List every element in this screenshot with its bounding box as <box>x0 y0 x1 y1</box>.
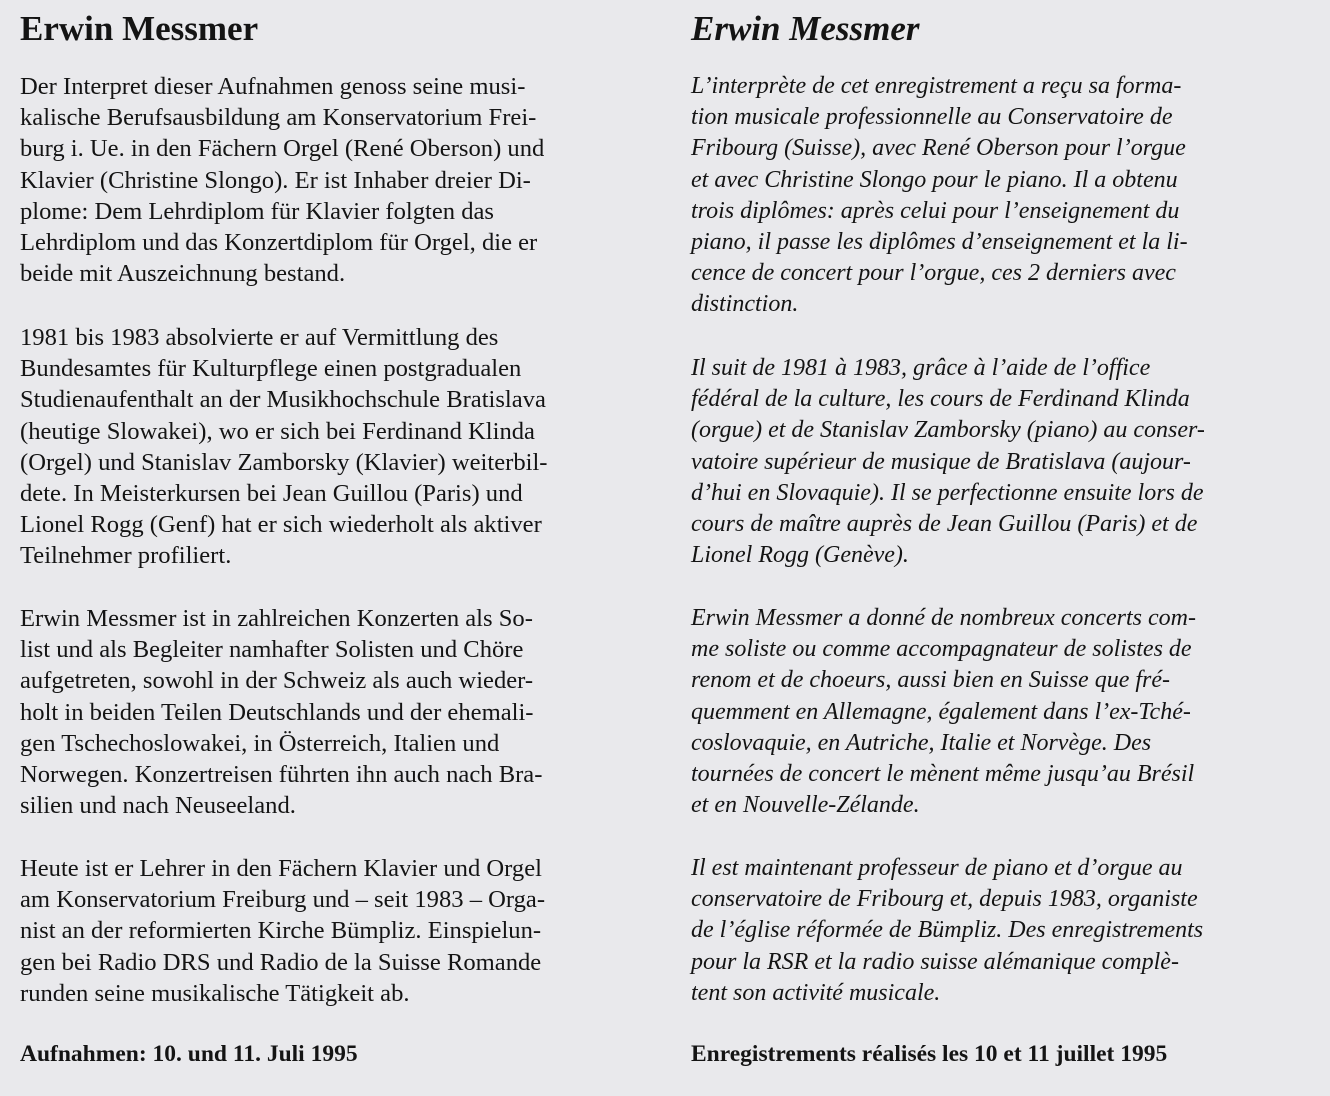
text-line: 1981 bis 1983 absolvierte er auf Vermittlung des <box>20 324 499 351</box>
text-line: cours de maître auprès de Jean Guillou (Paris) et de <box>691 511 1198 538</box>
text-line: tournées de concert le mènent même jusqu’au Brésil <box>691 761 1195 788</box>
text-line: L’interprète de cet enregistrement a reçu sa forma- <box>691 73 1182 99</box>
french-paragraph-1 <box>691 71 1188 321</box>
text-line: coslovaquie, en Autriche, Italie et Norvège. Des <box>691 729 1152 756</box>
text-line: et en Nouvelle-Zélande. <box>691 792 920 819</box>
text-line: de l’église réformée de Bümpliz. Des enregistrements <box>691 917 1204 944</box>
text-line: aufgetreten, sowohl in der Schweiz als auch wieder- <box>20 667 534 695</box>
text-line: quemment en Allemagne, également dans l’ex-Tché- <box>691 698 1191 725</box>
german-paragraph-3 <box>20 603 542 821</box>
german-recording-date: Aufnahmen: 10. und 11. Juli 1995 <box>20 1041 358 1067</box>
text-line: d’hui en Slovaquie). Il se perfectionne ensuite lors de <box>691 479 1204 506</box>
text-line: am Konservatorium Freiburg und – seit 1983 – Orga- <box>20 886 546 914</box>
french-recording-date: Enregistrements réalisés les 10 et 11 juillet 1995 <box>691 1041 1168 1067</box>
text-line: silien und nach Neuseeland. <box>20 792 296 820</box>
text-line: tion musicale professionnelle au Conservatoire de <box>691 104 1173 131</box>
text-line: (Orgel) und Stanislav Zamborsky (Klavier) weiterbil- <box>20 448 548 476</box>
text-line: fédéral de la culture, les cours de Ferdinand Klinda <box>691 386 1190 413</box>
text-line: piano, il passe les diplômes d’enseignement et la li- <box>691 229 1188 256</box>
text-line: runden seine musikalische Tätigkeit ab. <box>20 979 410 1007</box>
text-line: tent son activité musicale. <box>691 979 941 1006</box>
text-line: trois diplômes: après celui pour l’enseignement du <box>691 197 1180 224</box>
text-line: holt in beiden Teilen Deutschlands und der ehemali- <box>20 698 534 726</box>
text-line: me soliste ou comme accompagnateur de solistes de <box>691 636 1192 663</box>
text-line: dete. In Meisterkursen bei Jean Guillou (Paris) und <box>20 480 523 508</box>
text-line: kalische Berufsausbildung am Konservatorium Frei- <box>20 104 537 132</box>
text-line: list und als Begleiter namhafter Solisten und Chöre <box>20 636 524 664</box>
text-line: pour la RSR et la radio suisse alémanique complè- <box>691 948 1179 975</box>
text-line: Fribourg (Suisse), avec René Oberson pour l’orgue <box>691 135 1186 162</box>
german-paragraph-1 <box>20 71 544 289</box>
german-paragraph-4 <box>20 853 545 1009</box>
text-line: Der Interpret dieser Aufnahmen genoss seine musi- <box>20 73 526 100</box>
text-line: Erwin Messmer a donné de nombreux concerts com- <box>691 605 1196 631</box>
text-line: Norwegen. Konzertreisen führten ihn auch nach Bra- <box>20 761 543 789</box>
text-line: beide mit Auszeichnung bestand. <box>20 260 346 288</box>
text-line: nist an der reformierten Kirche Bümpliz. Einspielun- <box>20 917 542 945</box>
german-paragraph-2 <box>20 322 547 572</box>
text-line: gen Tschechoslowakei, in Österreich, Italien und <box>20 729 500 757</box>
text-line: cence de concert pour l’orgue, ces 2 derniers avec <box>691 260 1176 287</box>
french-paragraph-3 <box>691 603 1196 821</box>
text-line: distinction. <box>691 291 799 318</box>
text-line: gen bei Radio DRS und Radio de la Suisse Romande <box>20 948 542 976</box>
text-line: Klavier (Christine Slongo). Er ist Inhaber dreier Di- <box>20 166 531 194</box>
text-line: plome: Dem Lehrdiplom für Klavier folgten das <box>20 197 494 225</box>
text-line: renom et de choeurs, aussi bien en Suisse que fré- <box>691 667 1171 694</box>
text-line: Il est maintenant professeur de piano et d’orgue au <box>691 855 1183 881</box>
text-line: Il suit de 1981 à 1983, grâce à l’aide de l’office <box>691 355 1151 381</box>
text-line: Erwin Messmer ist in zahlreichen Konzerten als So- <box>20 605 533 632</box>
text-line: (heutige Slowakei), wo er sich bei Ferdinand Klinda <box>20 417 535 445</box>
text-line: burg i. Ue. in den Fächern Orgel (René Oberson) und <box>20 135 545 163</box>
text-line: Lehrdiplom und das Konzertdiplom für Orgel, die er <box>20 229 538 257</box>
text-line: Studienaufenthalt an der Musikhochschule Bratislava <box>20 386 546 414</box>
french-paragraph-2 <box>691 353 1205 571</box>
text-line: Lionel Rogg (Genf) hat er sich wiederholt als aktiver <box>20 511 542 539</box>
german-title: Erwin Messmer <box>20 9 259 48</box>
text-line: Heute ist er Lehrer in den Fächern Klavier und Orgel <box>20 855 542 882</box>
text-line: Lionel Rogg (Genève). <box>691 542 909 569</box>
french-title: Erwin Messmer <box>691 9 920 48</box>
text-line: Teilnehmer profiliert. <box>20 542 232 570</box>
text-line: (orgue) et de Stanislav Zamborsky (piano) au conser- <box>691 417 1205 444</box>
text-line: Bundesamtes für Kulturpflege einen postgradualen <box>20 355 522 383</box>
text-line: vatoire supérieur de musique de Bratislava (aujour- <box>691 448 1191 475</box>
text-line: et avec Christine Slongo pour le piano. Il a obtenu <box>691 166 1178 193</box>
text-line: conservatoire de Fribourg et, depuis 1983, organiste <box>691 886 1198 913</box>
french-paragraph-4 <box>691 853 1203 1009</box>
